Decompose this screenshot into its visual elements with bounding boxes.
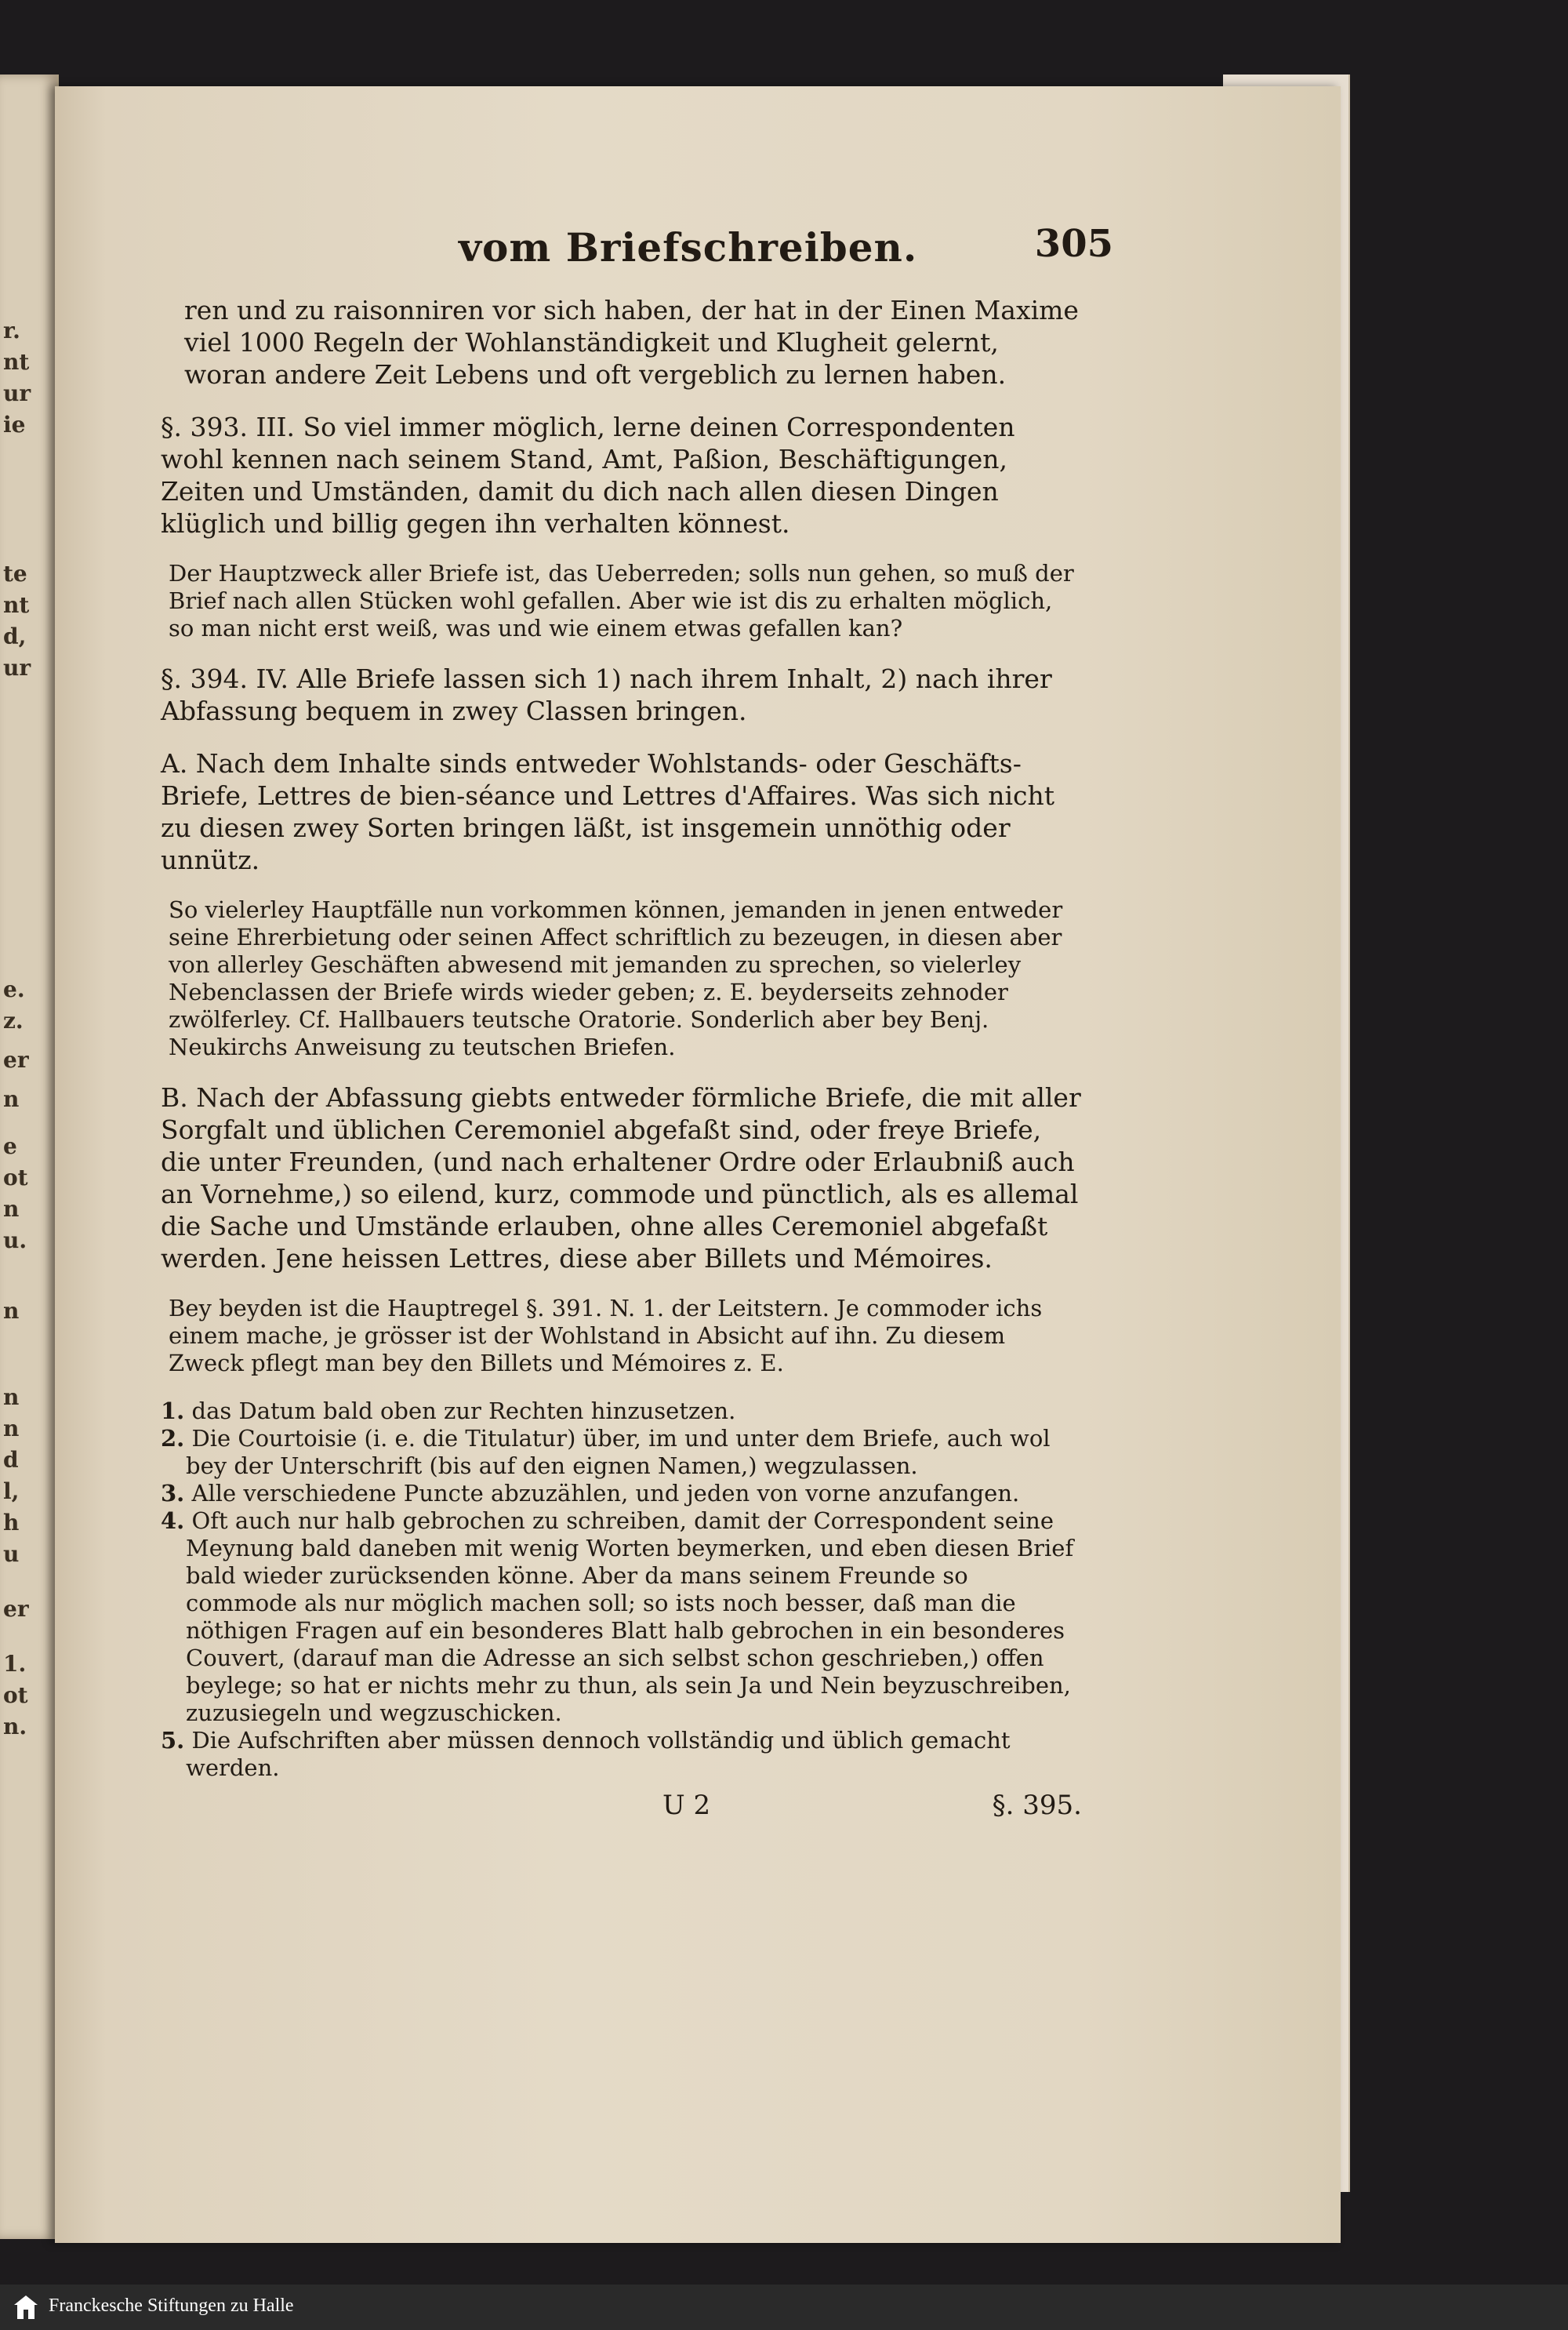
list-item-text: das Datum bald oben zur Rechten hinzusetzen. — [191, 1398, 736, 1424]
list-item — [161, 1398, 1082, 1425]
note-394-b: Bey beyden ist die Hauptregel §. 391. N. 1. der Leitstern. Je commoder ichs einem mache, je grösser ist der Wohlstand in Absicht auf ihn. Zu diesem Zweck pflegt man bey den Billets und Mémoires z. E. — [169, 1295, 1043, 1376]
left-page-fragment: ur — [3, 380, 31, 406]
list-item-number: 5. — [161, 1727, 185, 1754]
left-page-fragment: n. — [3, 1714, 27, 1739]
page-number: 305 — [1034, 222, 1113, 266]
list-item — [161, 1425, 1082, 1480]
paragraph-394-b: B. Nach der Abfassung giebts entweder förmliche Briefe, die mit aller Sorgfalt und üblichen Ceremoniel abgefaßt sind, oder freye Briefe, die unter Freunden, (und nach erhaltener Ordre oder Erlaubniß auch an Vornehme,) so eilend, kurz, commode und pünctlich, als es allemal die Sache und Umstände erlauben, ohne alles Ceremoniel abgefaßt werden. Jene heissen Lettres, diese aber Billets und Mémoires. — [161, 1082, 1081, 1274]
paragraph-continuation: ren und zu raisonniren vor sich haben, der hat in der Einen Maxime viel 1000 Regeln der Wohlanständigkeit und Klugheit gelernt, woran andere Zeit Lebens und oft vergeblich zu lernen haben. — [184, 295, 1079, 390]
list-item-number: 4. — [161, 1507, 185, 1534]
list-item-number: 2. — [161, 1425, 185, 1452]
left-page-fragment: ur — [3, 655, 31, 681]
note-394-a: So vielerley Hauptfälle nun vorkommen können, jemanden in jenen entweder seine Ehrerbietung oder seinen Affect schriftlich zu bezeugen, in diesen aber von allerley Geschäften abwesend mit jemanden zu sprechen, so vielerley Nebenclassen der Briefe wirds wieder geben; z. E. beyderseits zehnoder zwölferley. Cf. Hallbauers teutsche Oratorie. Sonderlich aber bey Benj. Neukirchs Anweisung zu teutschen Briefen. — [169, 896, 1063, 1060]
signature-mark: U 2 — [662, 1790, 711, 1821]
page-header — [255, 222, 1113, 294]
left-page-fragment: u. — [3, 1227, 27, 1253]
institution-name: Franckesche Stiftungen zu Halle — [49, 2295, 294, 2316]
list-item-text: Die Courtoisie (i. e. die Titulatur) über, im und unter dem Briefe, auch wol bey der Unterschrift (bis auf den eignen Namen,) wegzulassen. — [186, 1425, 1051, 1479]
left-page-fragment: e. — [3, 976, 25, 1002]
paragraph-394: §. 394. IV. Alle Briefe lassen sich 1) nach ihrem Inhalt, 2) nach ihrer Abfassung bequem in zwey Classen bringen. — [161, 663, 1052, 726]
left-page-fragment: 1. — [3, 1651, 27, 1677]
list-item-number: 1. — [161, 1398, 185, 1424]
left-page-fragment: z. — [3, 1008, 24, 1034]
left-page-fragment: n — [3, 1298, 20, 1324]
list-item-text: Oft auch nur halb gebrochen zu schreiben, damit der Correspondent seine Meynung bald daneben mit wenig Worten beymerken, und eben diesen Brief bald wieder zurücksenden könne. Aber da mans seinem Freunde so commode als nur möglich machen soll; so ists noch besser, daß man die nöthigen Fragen auf ein besonderes Blatt halb gebrochen in ein besonderes Couvert, (darauf man die Adresse an sich selbst schon geschrieben,) offen beylege; so hat er nichts mehr zu thun, als sein Ja und Nein beyzuschreiben, zuzusiegeln und wegzuschicken. — [186, 1507, 1074, 1726]
numbered-list — [161, 1398, 1082, 1782]
left-page-fragment: ie — [3, 412, 26, 438]
left-page-fragment: r. — [3, 318, 20, 344]
list-item — [161, 1727, 1082, 1782]
list-item-text: Die Aufschriften aber müssen dennoch vollständig und üblich gemacht werden. — [186, 1727, 1011, 1781]
note-393: Der Hauptzweck aller Briefe ist, das Ueberreden; solls nun gehen, so muß der Brief nach allen Stücken wohl gefallen. Aber wie ist dis zu erhalten möglich, so man nicht erst weiß, was und wie einem etwas gefallen kan? — [169, 560, 1074, 642]
page-text-area — [161, 222, 1113, 1829]
book-page — [55, 86, 1341, 2243]
left-page-fragment: d, — [3, 623, 27, 649]
left-page-edge — [0, 75, 59, 2239]
paragraph-394-a: A. Nach dem Inhalte sinds entweder Wohlstands- oder Geschäfts-Briefe, Lettres de bien-séance und Lettres d'Affaires. Was sich nicht zu diesen zwey Sorten bringen läßt, ist insgemein unnöthig oder unnütz. — [161, 748, 1054, 875]
left-page-fragment: n — [3, 1384, 20, 1410]
list-item — [161, 1507, 1082, 1727]
left-page-fragment: te — [3, 561, 27, 587]
left-page-fragment: d — [3, 1447, 19, 1473]
left-page-fragment: n — [3, 1196, 20, 1222]
left-page-fragment: u — [3, 1541, 20, 1567]
running-title: vom Briefschreiben. — [459, 224, 918, 271]
left-page-fragment: h — [3, 1510, 20, 1536]
institution-footer-bar — [0, 2285, 1568, 2330]
left-page-fragment: l, — [3, 1478, 20, 1504]
left-page-fragment: er — [3, 1047, 29, 1073]
left-page-fragment: ot — [3, 1165, 28, 1190]
left-page-fragment: n — [3, 1086, 20, 1112]
left-page-fragment: nt — [3, 592, 30, 618]
page-footer — [161, 1790, 1082, 1829]
paragraph-393: §. 393. III. So viel immer möglich, lerne deinen Correspondenten wohl kennen nach seinem Stand, Amt, Paßion, Beschäftigungen, Zeiten und Umständen, damit du dich nach allen diesen Dingen klüglich und billig gegen ihn verhalten könnest. — [161, 412, 1015, 539]
list-item-text: Alle verschiedene Puncte abzuzählen, und jeden von vorne anzufangen. — [191, 1480, 1020, 1507]
left-page-fragment: e — [3, 1133, 17, 1159]
foundation-logo-icon — [11, 2292, 41, 2322]
catchword: §. 395. — [992, 1790, 1082, 1821]
list-item — [161, 1480, 1082, 1507]
left-page-fragment: ot — [3, 1682, 28, 1708]
left-page-fragment: n — [3, 1416, 20, 1441]
left-page-fragment: er — [3, 1596, 29, 1622]
list-item-number: 3. — [161, 1480, 185, 1507]
left-page-fragment: nt — [3, 349, 30, 375]
